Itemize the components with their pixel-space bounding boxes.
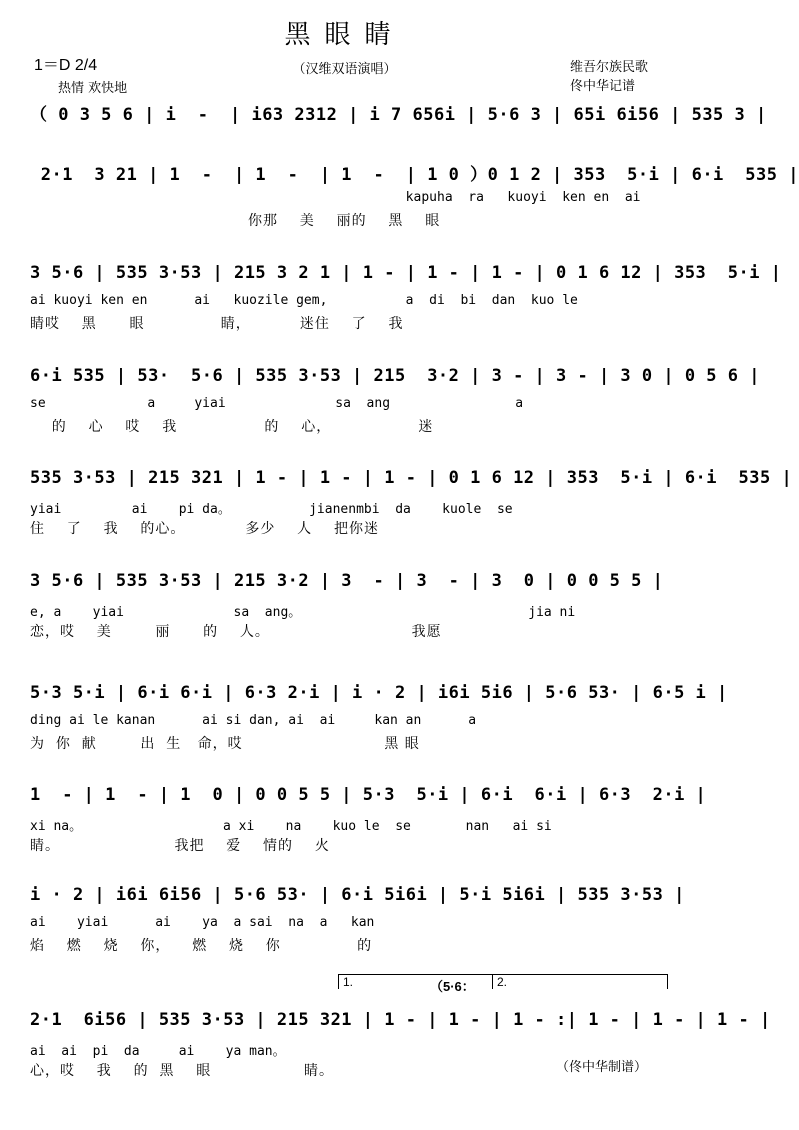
lyric-chinese: 的 心 哎 我 的 心， 迷 [30, 419, 434, 435]
system-3 [0, 263, 782, 383]
system-6 [0, 571, 689, 691]
lyric-uyghur: kapuha ra kuoyi ken en ai [30, 190, 641, 205]
notation-line: 2·1 3 21 | 1 - | 1 - | 1 - | 1 0 ）0 1 2 | 353 5·i | 6·i 535 | [30, 165, 799, 185]
notation-line: 3 5·6 | 535 3·53 | 215 3 2 1 | 1 - | 1 - | 1 - | 0 1 6 12 | 353 5·i | [30, 263, 782, 283]
system-5 [0, 468, 793, 588]
song-title: 黑眼睛 [284, 20, 405, 50]
lyric-chinese: 你那 美 丽的 黑 眼 [30, 213, 441, 229]
lyric-uyghur: e, a yiai sa ang。 jia ni [30, 605, 576, 620]
lyric-chinese: 恋，哎 美 丽 的 人。 我愿 [30, 624, 442, 640]
notation-line: 6·i 535 | 53· 5·6 | 535 3·53 | 215 3·2 | 3 - | 3 - | 3 0 | 0 5 6 | [30, 366, 760, 386]
lyric-uyghur: ai ai pi da ai ya man。 [30, 1044, 286, 1059]
notation-line: 3 5·6 | 535 3·53 | 215 3·2 | 3 - | 3 - | 3 0 | 0 0 5 5 | [30, 571, 664, 591]
lyric-uyghur: xi na。 a xi na kuo le se nan ai si [30, 819, 552, 834]
notation-line: 5·3 5·i | 6·i 6·i | 6·3 2·i | i · 2 | i6i 5i6 | 5·6 53· | 6·5 i | [30, 683, 728, 703]
score-credit: （佟中华制谱） [556, 1060, 648, 1075]
lyric-uyghur: se a yiai sa ang a [30, 396, 524, 411]
lyric-uyghur: ai yiai ai ya a sai na a kan [30, 915, 375, 930]
lyric-chinese: 睛。 我把 爱 情的 火 [30, 838, 330, 854]
lyric-chinese: 住 了 我 的心。 多少 人 把你迷 [30, 521, 379, 537]
lyric-chinese: 心，哎 我 的 黑 眼 睛。 [30, 1063, 334, 1079]
lyric-uyghur [30, 130, 665, 150]
lyric-uyghur: yiai ai pi da。 jianenmbi da kuole se [30, 502, 513, 517]
notation-line: 1 - | 1 - | 1 0 | 0 0 5 5 | 5·3 5·i | 6·i 6·i | 6·3 2·i | [30, 785, 707, 805]
lyric-uyghur: ding ai le kanan ai si dan, ai ai kan an a [30, 713, 477, 728]
first-ending: 1. [338, 974, 493, 989]
tempo-marking: 热情 欢快地 [58, 81, 128, 96]
song-subtitle: （汉维双语演唱） [292, 62, 397, 77]
song-origin: 维吾尔族民歌 [570, 60, 649, 75]
notation-line: （ 0 3 5 6 | i - | i63 2312 | i 7 656i | 5·6 3 | 65i 6i56 | 535 3 | [30, 105, 767, 125]
lyric-chinese: 焰 燃 烧 你， 燃 烧 你 的 [30, 938, 373, 954]
lyric-chinese: 睛哎 黑 眼 睛， 迷住 了 我 [30, 316, 404, 332]
notation-line: 2·1 6i56 | 535 3·53 | 215 321 | 1 - | 1 - | 1 - :| 1 - | 1 - | 1 - | [30, 1010, 771, 1030]
notation-line: i · 2 | i6i 6i56 | 5·6 53· | 6·i 5i6i | 5·i 5i6i | 535 3·53 | [30, 885, 685, 905]
lyric-uyghur: ai kuoyi ken en ai kuozile gem, a di bi dan kuo le [30, 293, 578, 308]
notation-line: 535 3·53 | 215 321 | 1 - | 1 - | 1 - | 0 1 6 12 | 353 5·i | 6·i 535 | [30, 468, 793, 488]
first-ending-note: （5·6： [430, 979, 475, 994]
volta-brackets [0, 970, 689, 994]
key-signature: 1＝D 2/4 [34, 57, 98, 74]
system-2 [0, 160, 799, 280]
second-ending: 2. [492, 974, 668, 989]
lyric-chinese: 为 你 献 出 生 命，哎 黑 眼 [30, 736, 420, 752]
transcriber: 佟中华记谱 [570, 79, 636, 94]
